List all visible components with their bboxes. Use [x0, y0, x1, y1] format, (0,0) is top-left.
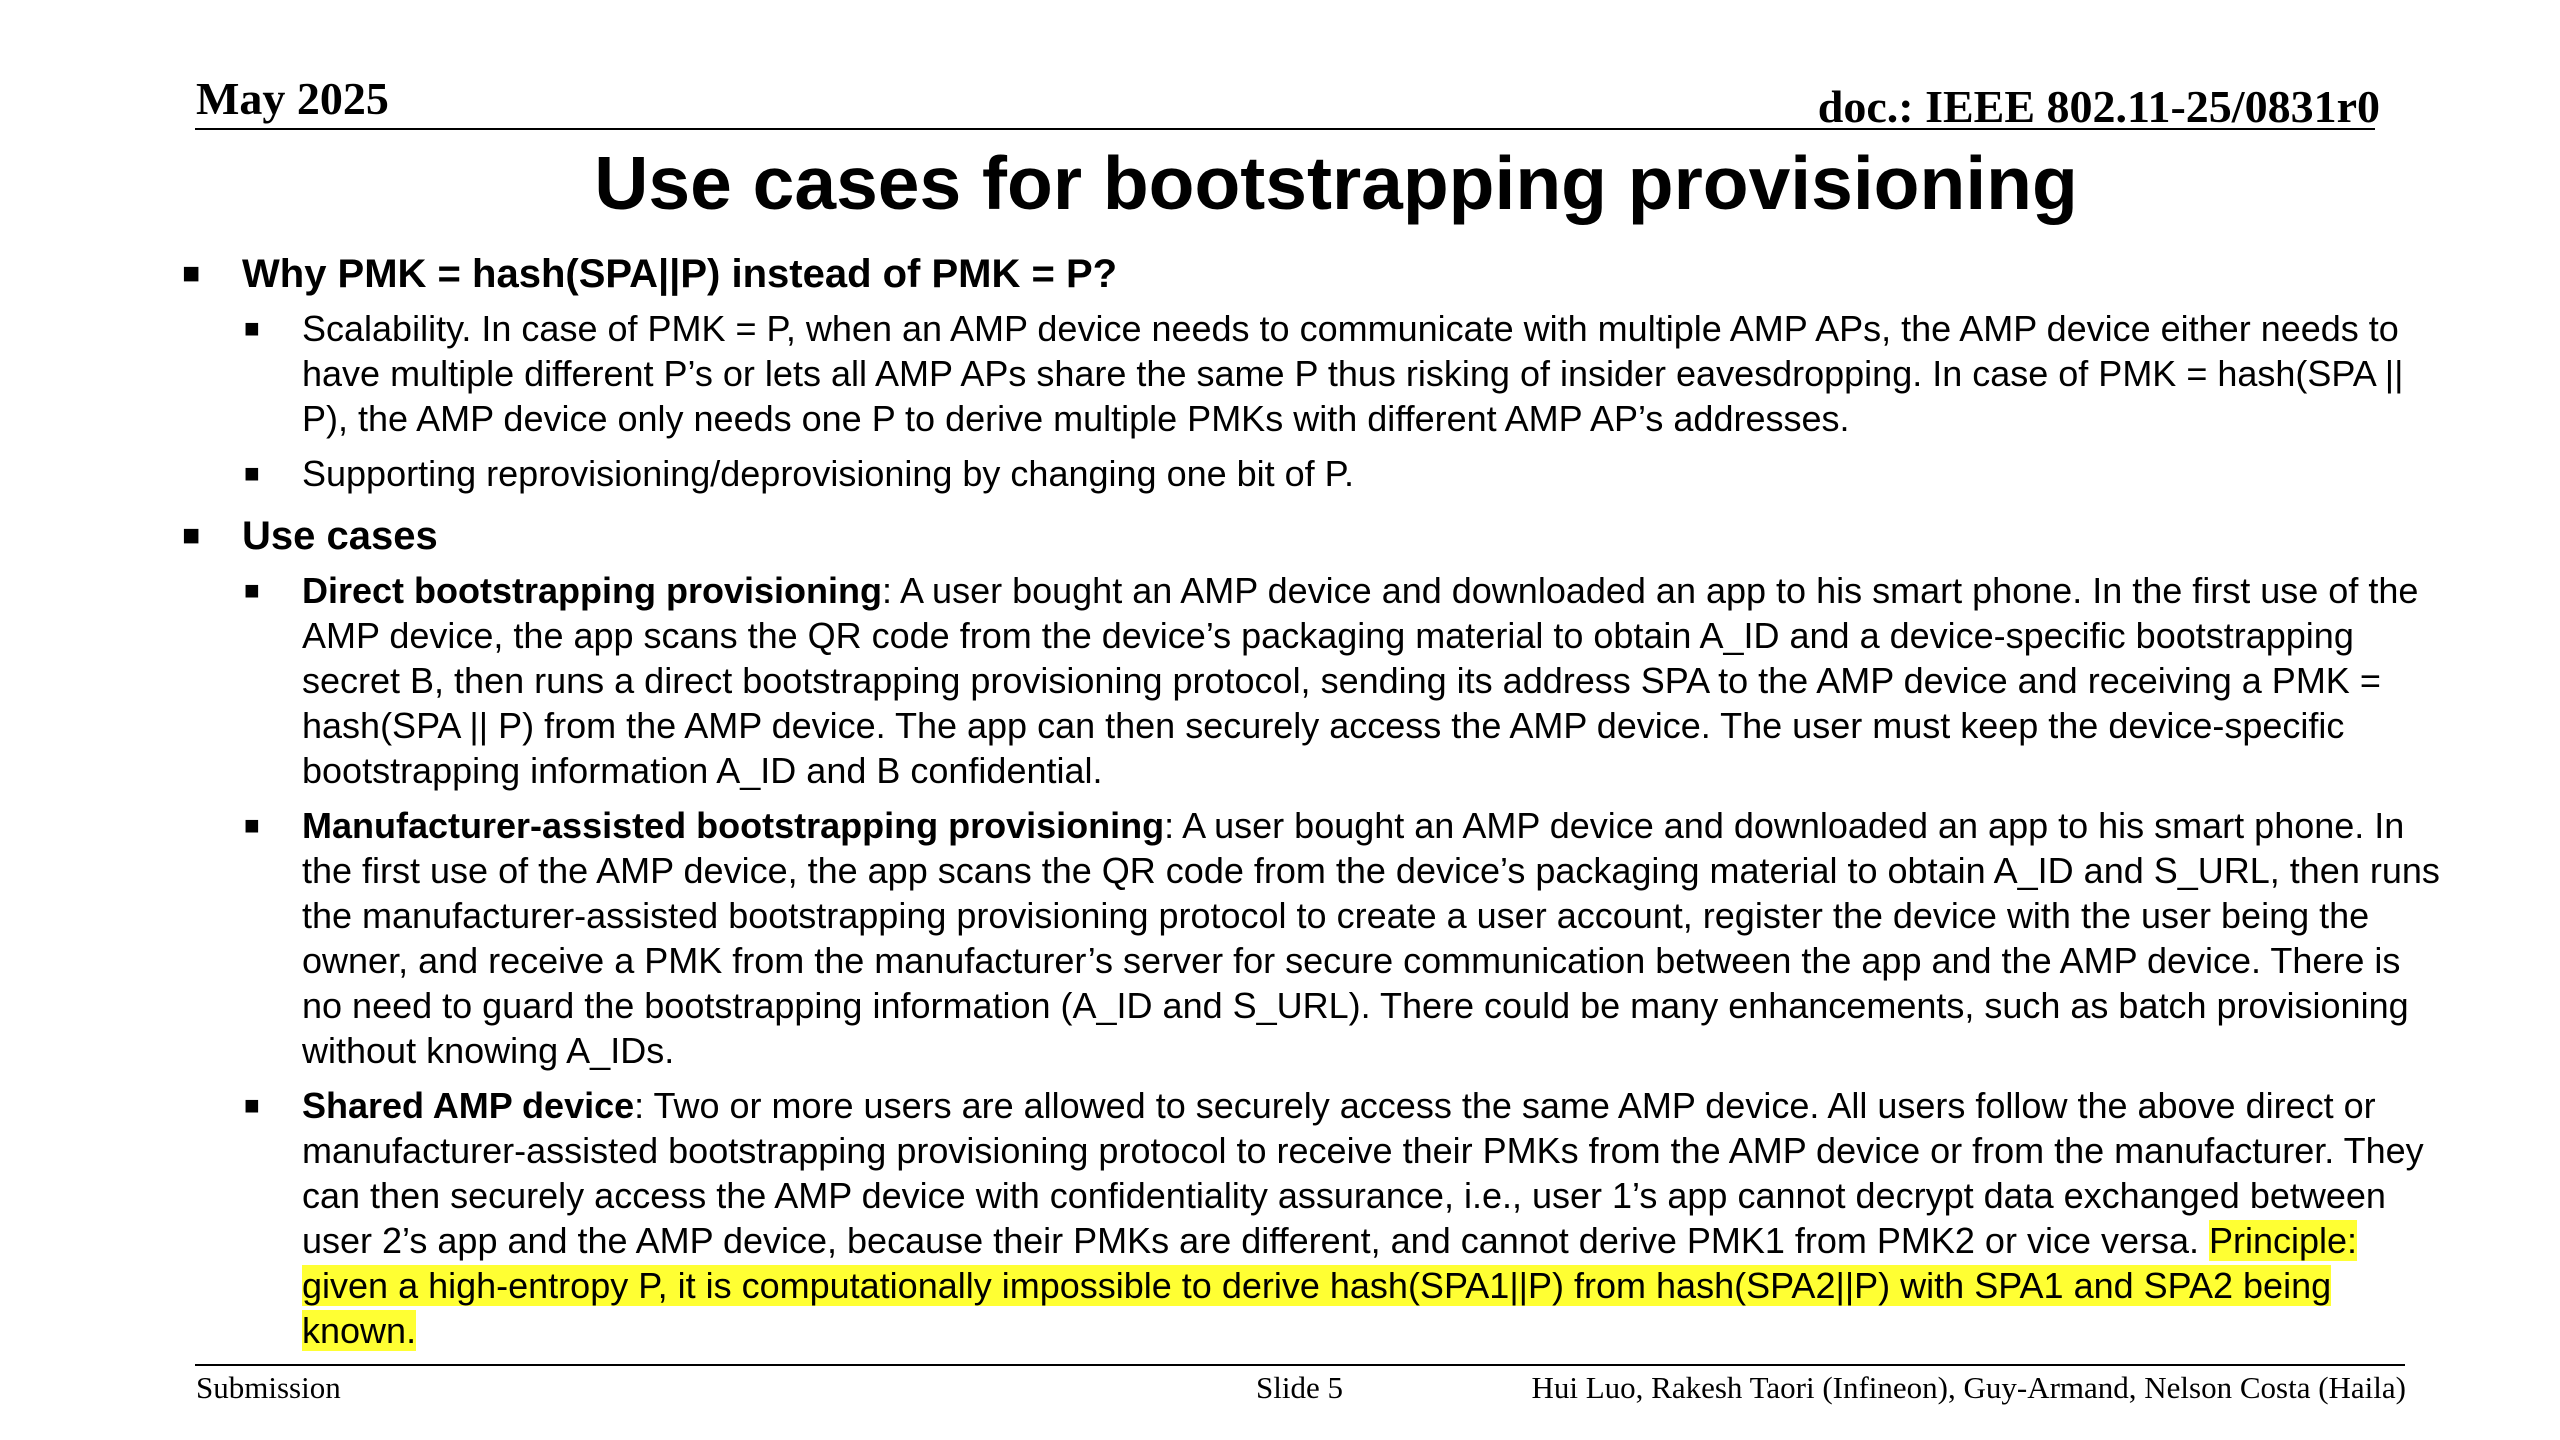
footer-slide-number: Slide 5: [1256, 1370, 1343, 1405]
square-bullet-icon: ■: [244, 458, 260, 488]
header-date: May 2025: [196, 73, 389, 124]
sub-bullet-text: : Two or more users are allowed to securely access the same AMP device. All users follow the above direct or manufacturer-assisted bootstrapping provisioning protocol to receive their PMKs from the AMP device or from the manufacturer. They can then securely access the AMP device with confidentiality assurance, i.e., user 1’s app cannot decrypt data exchanged between user 2’s app and the AMP device, because their PMKs are different, and cannot derive PMK1 from PMK2 or vice versa.: [302, 1085, 2424, 1261]
square-bullet-icon: ■: [182, 257, 201, 290]
bullet-text: Use cases: [242, 514, 438, 558]
sub-bullet-text: Scalability. In case of PMK = P, when an AMP device needs to communicate with multiple AMP APs, the AMP device either needs to have multiple different P’s or lets all AMP APs share the same P thus risking of insider eavesdropping. In case of PMK = hash(SPA || P), the AMP device only needs one P to derive multiple PMKs with different AMP AP’s addresses.: [302, 308, 2404, 439]
sub-bullet-scalability: [176, 306, 2446, 441]
sub-bullet-reprovisioning: [176, 451, 2446, 496]
sub-bullet-text: Supporting reprovisioning/deprovisioning by changing one bit of P.: [302, 453, 1355, 494]
highlighted-principle: Principle: given a high-entropy P, it is computationally impossible to derive hash(SPA1||P) from hash(SPA2||P) with SPA1 and SPA2 being known.: [302, 1220, 2358, 1351]
footer-submission: Submission: [196, 1370, 341, 1405]
square-bullet-icon: ■: [244, 313, 260, 343]
sub-bullet-term: Direct bootstrapping provisioning: [302, 570, 883, 611]
header-doc-id: doc.: IEEE 802.11-25/0831r0: [1817, 81, 2380, 132]
bullet-use-cases: [176, 510, 2446, 562]
square-bullet-icon: ■: [182, 519, 201, 552]
sub-bullet-text: : A user bought an AMP device and downloaded an app to his smart phone. In the first use of the AMP device, the app scans the QR code from the device’s packaging material to obtain A_ID and a device-specific bootstrapping secret B, then runs a direct bootstrapping provisioning protocol, sending its address SPA to the AMP device and receiving a PMK = hash(SPA || P) from the AMP device. The app can then securely access the AMP device. The user must keep the device-specific bootstrapping information A_ID and B confidential.: [302, 570, 2419, 791]
footer-rule: [195, 1364, 2405, 1366]
header-rule: [195, 128, 2375, 130]
slide-content: [176, 248, 2446, 1363]
sub-bullet-manufacturer-assisted: [176, 803, 2446, 1073]
square-bullet-icon: ■: [244, 810, 260, 840]
bullet-why-pmk: [176, 248, 2446, 300]
footer-authors: Hui Luo, Rakesh Taori (Infineon), Guy-Armand, Nelson Costa (Haila): [1531, 1370, 2406, 1405]
sub-bullet-term: Manufacturer-assisted bootstrapping provisioning: [302, 805, 1165, 846]
sub-bullet-direct-bootstrapping: [176, 568, 2446, 793]
slide-title: Use cases for bootstrapping provisioning: [594, 141, 2078, 225]
sub-bullet-term: Shared AMP device: [302, 1085, 635, 1126]
sub-bullet-shared-device: [176, 1083, 2446, 1353]
bullet-text: Why PMK = hash(SPA||P) instead of PMK = P?: [242, 252, 1118, 296]
square-bullet-icon: ■: [244, 575, 260, 605]
square-bullet-icon: ■: [244, 1090, 260, 1120]
sub-bullet-text: : A user bought an AMP device and downloaded an app to his smart phone. In the first use of the AMP device, the app scans the QR code from the device’s packaging material to obtain A_ID and S_URL, then runs the manufacturer-assisted bootstrapping provisioning protocol to create a user account, register the device with the user being the owner, and receive a PMK from the manufacturer’s server for secure communication between the app and the AMP device. There is no need to guard the bootstrapping information (A_ID and S_URL). There could be many enhancements, such as batch provisioning without knowing A_IDs.: [302, 805, 2440, 1071]
